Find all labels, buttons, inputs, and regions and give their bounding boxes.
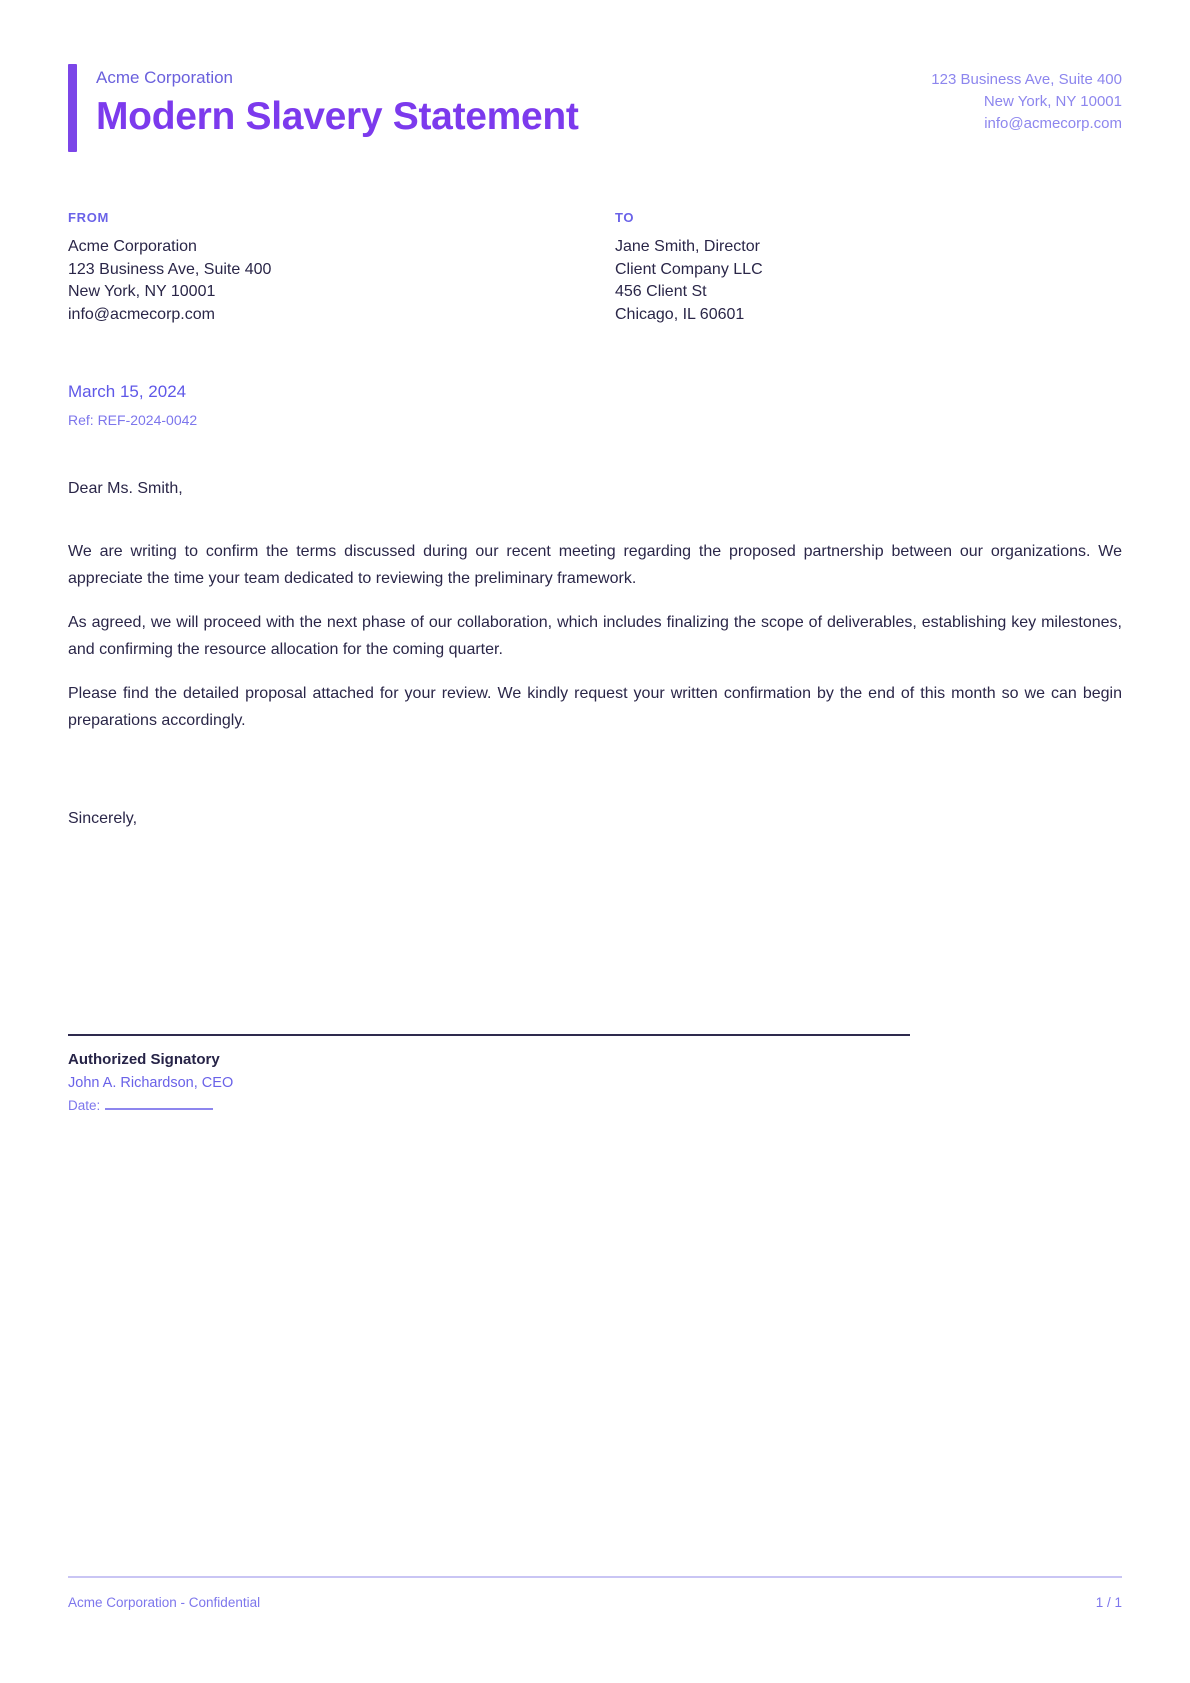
accent-bar — [68, 64, 77, 152]
sender-address-line: New York, NY 10001 — [983, 92, 1122, 110]
to-block — [595, 210, 1122, 326]
sender-email: info@acmecorp.com — [984, 114, 1122, 132]
reference-number: Ref: REF-2024-0042 — [68, 412, 198, 428]
page-footer — [68, 1576, 1122, 1610]
letter-body — [68, 538, 1122, 734]
from-line: Acme Corporation — [68, 238, 197, 255]
signature-date-blank-line — [105, 1098, 213, 1110]
to-label: TO — [615, 210, 635, 225]
from-line: New York, NY 10001 — [68, 283, 216, 300]
company-name: Acme Corporation — [96, 68, 234, 87]
signature-block — [68, 1034, 910, 1113]
to-line: 456 Client St — [615, 283, 707, 300]
to-line: Client Company LLC — [615, 260, 763, 278]
from-block — [68, 210, 595, 326]
meta-section — [68, 382, 1122, 428]
to-line: Chicago, IL 60601 — [615, 305, 745, 323]
from-label: FROM — [68, 210, 110, 225]
to-line: Jane Smith, Director — [615, 238, 760, 255]
page-number: 1 / 1 — [1095, 1595, 1122, 1610]
paragraph: Please find the detailed proposal attached for your review. We kindly request your written confirmation by the end of this month so we can begin preparations accordingly. — [68, 685, 1122, 729]
letter-date: March 15, 2024 — [68, 382, 187, 401]
paragraph: We are writing to confirm the terms discussed during our recent meeting regarding the proposed partnership between our organizations. We appreciate the time your team dedicated to reviewing the preliminary framework. — [68, 543, 1122, 587]
salutation: Dear Ms. Smith, — [68, 480, 183, 497]
footer-confidential-text: Acme Corporation - Confidential — [68, 1595, 261, 1610]
sender-address-line: 123 Business Ave, Suite 400 — [931, 71, 1122, 88]
signatory-name: John A. Richardson, CEO — [68, 1075, 234, 1091]
sender-address-block — [931, 64, 1122, 134]
signature-date-row — [68, 1098, 910, 1113]
paragraph: As agreed, we will proceed with the next phase of our collaboration, which includes finalizing the scope of deliverables, establishing key milestones, and confirming the resource allocation for the coming quarter. — [68, 614, 1122, 658]
closing: Sincerely, — [68, 810, 138, 827]
signature-heading: Authorized Signatory — [68, 1051, 220, 1068]
document-title: Modern Slavery Statement — [96, 95, 579, 138]
document-header — [68, 64, 1122, 152]
from-line: 123 Business Ave, Suite 400 — [68, 260, 272, 278]
from-line: info@acmecorp.com — [68, 305, 215, 323]
signature-date-label: Date: — [68, 1098, 101, 1113]
brand-block — [68, 64, 579, 152]
parties-section — [68, 210, 1122, 326]
